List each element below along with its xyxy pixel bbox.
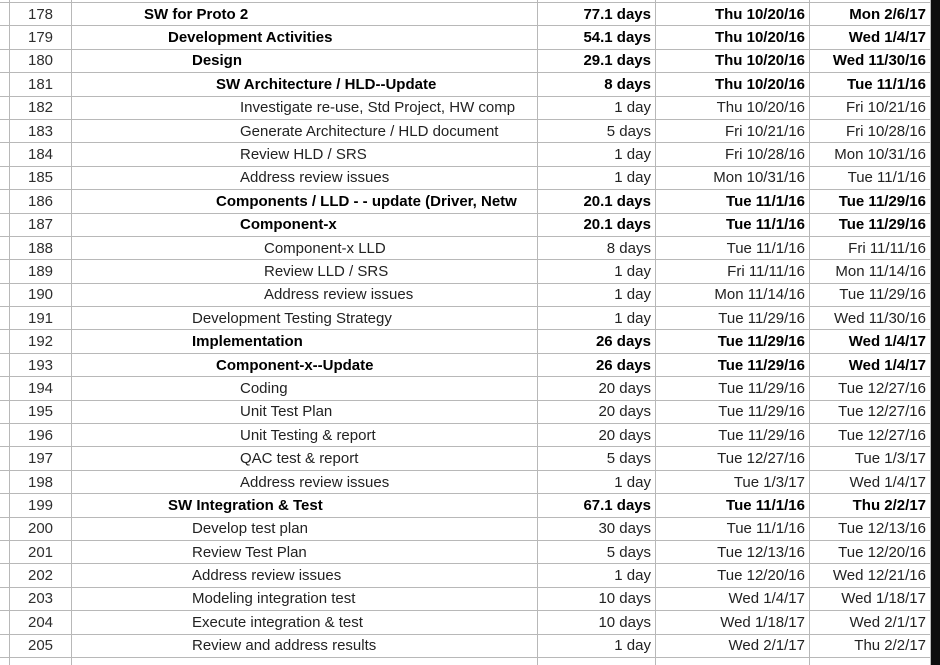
indicator-cell [0,354,10,376]
row-id-cell[interactable]: 191 [10,307,72,329]
view-split-bar[interactable] [931,0,940,665]
task-name-cell[interactable]: Implementation [72,330,538,352]
row-id-cell[interactable]: 187 [10,214,72,236]
finish-date-cell[interactable]: Wed 1/4/17 [810,26,931,48]
duration-cell[interactable]: 1 day [538,307,656,329]
indicator-cell [0,635,10,657]
indicator-cell [0,564,10,586]
duration-cell[interactable]: 77.1 days [538,3,656,25]
row-id-cell[interactable]: 190 [10,284,72,306]
row-id-cell[interactable]: 201 [10,541,72,563]
task-name-cell[interactable]: Address review issues [72,284,538,306]
start-date-cell[interactable]: Tue 12/13/16 [656,541,810,563]
finish-date-cell[interactable]: Tue 12/27/16 [810,401,931,423]
indicator-cell [0,3,10,25]
task-name-cell[interactable]: Unit Testing & report [72,424,538,446]
row-id-cell[interactable]: 194 [10,377,72,399]
task-name-cell[interactable]: Review and address results [72,635,538,657]
finish-date-cell[interactable]: Tue 11/29/16 [810,214,931,236]
row-id-cell[interactable]: 183 [10,120,72,142]
finish-date-cell[interactable]: Thu 2/2/17 [810,494,931,516]
table-row[interactable] [0,588,931,611]
table-row[interactable] [0,190,931,213]
duration-cell[interactable]: 10 days [538,588,656,610]
finish-date-cell [810,658,931,665]
duration-cell[interactable]: 20.1 days [538,190,656,212]
duration-cell [538,658,656,665]
indicator-cell [0,97,10,119]
table-row[interactable] [0,260,931,283]
finish-date-cell[interactable]: Tue 12/13/16 [810,518,931,540]
start-date-cell[interactable]: Wed 1/18/17 [656,611,810,633]
indicator-cell [0,167,10,189]
table-row[interactable] [0,471,931,494]
table-row[interactable] [0,447,931,470]
table-row[interactable] [0,3,931,26]
row-id-cell[interactable]: 203 [10,588,72,610]
duration-cell [538,0,656,2]
start-date-cell[interactable]: Wed 1/4/17 [656,588,810,610]
task-name-cell[interactable]: QAC test & report [72,447,538,469]
indicator-cell [0,0,10,2]
finish-date-cell[interactable]: Wed 2/1/17 [810,611,931,633]
task-name-cell[interactable]: SW Integration & Test [72,494,538,516]
row-id-cell[interactable]: 182 [10,97,72,119]
finish-date-cell[interactable]: Mon 11/14/16 [810,260,931,282]
duration-cell[interactable]: 67.1 days [538,494,656,516]
indicator-cell [0,494,10,516]
task-name-cell[interactable]: Address review issues [72,471,538,493]
task-name-cell[interactable]: Development Activities [72,26,538,48]
row-id-cell[interactable]: 179 [10,26,72,48]
task-name-cell[interactable]: Review HLD / SRS [72,143,538,165]
row-id-cell[interactable]: 198 [10,471,72,493]
task-grid-rows [0,3,931,658]
task-name-cell[interactable]: Review Test Plan [72,541,538,563]
finish-date-cell[interactable]: Mon 2/6/17 [810,3,931,25]
indicator-cell [0,50,10,72]
row-id-cell[interactable]: 204 [10,611,72,633]
row-id-cell [10,0,72,2]
finish-date-cell[interactable]: Wed 1/4/17 [810,471,931,493]
row-id-cell[interactable]: 196 [10,424,72,446]
start-date-cell[interactable]: Thu 10/20/16 [656,50,810,72]
row-id-cell[interactable]: 186 [10,190,72,212]
indicator-cell [0,307,10,329]
start-date-cell[interactable]: Tue 11/29/16 [656,377,810,399]
start-date-cell[interactable]: Tue 12/27/16 [656,447,810,469]
duration-cell[interactable]: 5 days [538,541,656,563]
task-name-cell[interactable]: Address review issues [72,564,538,586]
table-row[interactable] [0,541,931,564]
row-id-cell[interactable]: 185 [10,167,72,189]
finish-date-cell[interactable]: Mon 10/31/16 [810,143,931,165]
finish-date-cell[interactable]: Tue 11/29/16 [810,190,931,212]
table-row[interactable] [0,120,931,143]
duration-cell[interactable]: 29.1 days [538,50,656,72]
task-name-cell[interactable]: Components / LLD - - update (Driver, Netw [72,190,538,212]
task-name-cell[interactable]: Unit Test Plan [72,401,538,423]
duration-cell[interactable]: 1 day [538,167,656,189]
table-row[interactable] [0,494,931,517]
row-id-cell[interactable]: 197 [10,447,72,469]
indicator-cell [0,214,10,236]
start-date-cell[interactable]: Fri 10/21/16 [656,120,810,142]
indicator-cell [0,518,10,540]
finish-date-cell[interactable]: Wed 12/21/16 [810,564,931,586]
table-row[interactable] [0,143,931,166]
task-name-cell[interactable]: Design [72,50,538,72]
duration-cell[interactable]: 20 days [538,377,656,399]
finish-date-cell[interactable]: Tue 11/1/16 [810,73,931,95]
duration-cell[interactable]: 20 days [538,401,656,423]
task-name-cell [72,0,538,2]
start-date-cell[interactable]: Thu 10/20/16 [656,3,810,25]
indicator-cell [0,658,10,665]
indicator-cell [0,377,10,399]
start-date-cell[interactable]: Thu 10/20/16 [656,73,810,95]
task-name-cell[interactable]: SW Architecture / HLD--Update [72,73,538,95]
start-date-cell[interactable]: Mon 10/31/16 [656,167,810,189]
finish-date-cell[interactable]: Fri 10/28/16 [810,120,931,142]
start-date-cell [656,658,810,665]
indicator-cell [0,541,10,563]
indicator-cell [0,260,10,282]
duration-cell[interactable]: 5 days [538,447,656,469]
start-date-cell[interactable]: Fri 11/11/16 [656,260,810,282]
row-id-cell[interactable]: 205 [10,635,72,657]
finish-date-cell[interactable]: Tue 12/27/16 [810,377,931,399]
table-row[interactable] [0,214,931,237]
task-name-cell [72,658,538,665]
table-row[interactable] [0,635,931,658]
duration-cell[interactable]: 26 days [538,354,656,376]
start-date-cell[interactable]: Tue 11/1/16 [656,518,810,540]
task-name-cell[interactable]: Component-x [72,214,538,236]
duration-cell[interactable]: 20.1 days [538,214,656,236]
duration-cell[interactable]: 54.1 days [538,26,656,48]
duration-cell[interactable]: 26 days [538,330,656,352]
start-date-cell[interactable]: Tue 1/3/17 [656,471,810,493]
indicator-cell [0,588,10,610]
table-row[interactable] [0,611,931,634]
table-row[interactable] [0,330,931,353]
row-id-cell[interactable]: 180 [10,50,72,72]
start-date-cell[interactable]: Fri 10/28/16 [656,143,810,165]
task-name-cell[interactable]: Investigate re-use, Std Project, HW comp [72,97,538,119]
duration-cell[interactable]: 20 days [538,424,656,446]
finish-date-cell[interactable]: Wed 11/30/16 [810,307,931,329]
duration-cell[interactable]: 1 day [538,564,656,586]
task-name-cell[interactable]: Execute integration & test [72,611,538,633]
finish-date-cell[interactable]: Fri 10/21/16 [810,97,931,119]
start-date-cell[interactable]: Tue 11/29/16 [656,354,810,376]
finish-date-cell[interactable]: Tue 11/1/16 [810,167,931,189]
finish-date-cell[interactable]: Thu 2/2/17 [810,635,931,657]
row-id-cell[interactable]: 188 [10,237,72,259]
duration-cell[interactable]: 1 day [538,260,656,282]
table-row[interactable] [0,424,931,447]
start-date-cell[interactable]: Wed 2/1/17 [656,635,810,657]
indicator-cell [0,284,10,306]
table-row[interactable] [0,50,931,73]
duration-cell[interactable]: 8 days [538,237,656,259]
task-name-cell[interactable]: Generate Architecture / HLD document [72,120,538,142]
task-name-cell[interactable]: Review LLD / SRS [72,260,538,282]
table-row[interactable] [0,97,931,120]
start-date-cell[interactable]: Tue 11/1/16 [656,190,810,212]
task-name-cell[interactable]: Development Testing Strategy [72,307,538,329]
task-name-cell[interactable]: Component-x--Update [72,354,538,376]
start-date-cell[interactable]: Tue 12/20/16 [656,564,810,586]
duration-cell[interactable]: 1 day [538,97,656,119]
table-row[interactable] [0,401,931,424]
duration-cell[interactable]: 10 days [538,611,656,633]
row-id-cell[interactable]: 184 [10,143,72,165]
start-date-cell [656,0,810,2]
finish-date-cell[interactable]: Wed 11/30/16 [810,50,931,72]
duration-cell[interactable]: 1 day [538,143,656,165]
table-row[interactable] [0,73,931,96]
duration-cell[interactable]: 1 day [538,284,656,306]
indicator-cell [0,120,10,142]
row-id-cell[interactable]: 199 [10,494,72,516]
finish-date-cell[interactable]: Wed 1/4/17 [810,354,931,376]
duration-cell[interactable]: 5 days [538,120,656,142]
row-id-cell [10,658,72,665]
table-row[interactable] [0,237,931,260]
duration-cell[interactable]: 1 day [538,471,656,493]
start-date-cell[interactable]: Tue 11/29/16 [656,307,810,329]
table-row[interactable] [0,26,931,49]
row-id-cell[interactable]: 189 [10,260,72,282]
finish-date-cell[interactable]: Fri 11/11/16 [810,237,931,259]
task-name-cell[interactable]: Address review issues [72,167,538,189]
duration-cell[interactable]: 1 day [538,635,656,657]
indicator-cell [0,237,10,259]
start-date-cell[interactable]: Thu 10/20/16 [656,97,810,119]
indicator-cell [0,143,10,165]
task-name-cell[interactable]: Modeling integration test [72,588,538,610]
table-row[interactable] [0,284,931,307]
table-row[interactable] [0,377,931,400]
start-date-cell[interactable]: Tue 11/1/16 [656,237,810,259]
finish-date-cell[interactable]: Tue 12/20/16 [810,541,931,563]
task-name-cell[interactable]: Develop test plan [72,518,538,540]
finish-date-cell [810,0,931,2]
start-date-cell[interactable]: Tue 11/1/16 [656,494,810,516]
row-id-cell[interactable]: 202 [10,564,72,586]
indicator-cell [0,73,10,95]
indicator-cell [0,190,10,212]
row-id-cell[interactable]: 200 [10,518,72,540]
finish-date-cell[interactable]: Wed 1/18/17 [810,588,931,610]
start-date-cell[interactable]: Thu 10/20/16 [656,26,810,48]
start-date-cell[interactable]: Tue 11/29/16 [656,330,810,352]
start-date-cell[interactable]: Tue 11/29/16 [656,424,810,446]
indicator-cell [0,26,10,48]
indicator-cell [0,447,10,469]
row-id-cell[interactable]: 181 [10,73,72,95]
start-date-cell[interactable]: Tue 11/29/16 [656,401,810,423]
table-row[interactable] [0,518,931,541]
indicator-cell [0,424,10,446]
row-id-cell[interactable]: 192 [10,330,72,352]
table-row[interactable] [0,167,931,190]
indicator-cell [0,401,10,423]
start-date-cell[interactable]: Mon 11/14/16 [656,284,810,306]
finish-date-cell[interactable]: Tue 1/3/17 [810,447,931,469]
row-id-cell[interactable]: 193 [10,354,72,376]
indicator-cell [0,471,10,493]
task-name-cell[interactable]: Coding [72,377,538,399]
task-name-cell[interactable]: SW for Proto 2 [72,3,538,25]
start-date-cell[interactable]: Tue 11/1/16 [656,214,810,236]
row-id-cell[interactable]: 178 [10,3,72,25]
table-row[interactable] [0,354,931,377]
indicator-cell [0,330,10,352]
table-row[interactable] [0,307,931,330]
finish-date-cell[interactable]: Wed 1/4/17 [810,330,931,352]
table-row[interactable] [0,564,931,587]
finish-date-cell[interactable]: Tue 11/29/16 [810,284,931,306]
empty-row [0,658,931,665]
duration-cell[interactable]: 8 days [538,73,656,95]
finish-date-cell[interactable]: Tue 12/27/16 [810,424,931,446]
row-id-cell[interactable]: 195 [10,401,72,423]
indicator-cell [0,611,10,633]
duration-cell[interactable]: 30 days [538,518,656,540]
task-name-cell[interactable]: Component-x LLD [72,237,538,259]
